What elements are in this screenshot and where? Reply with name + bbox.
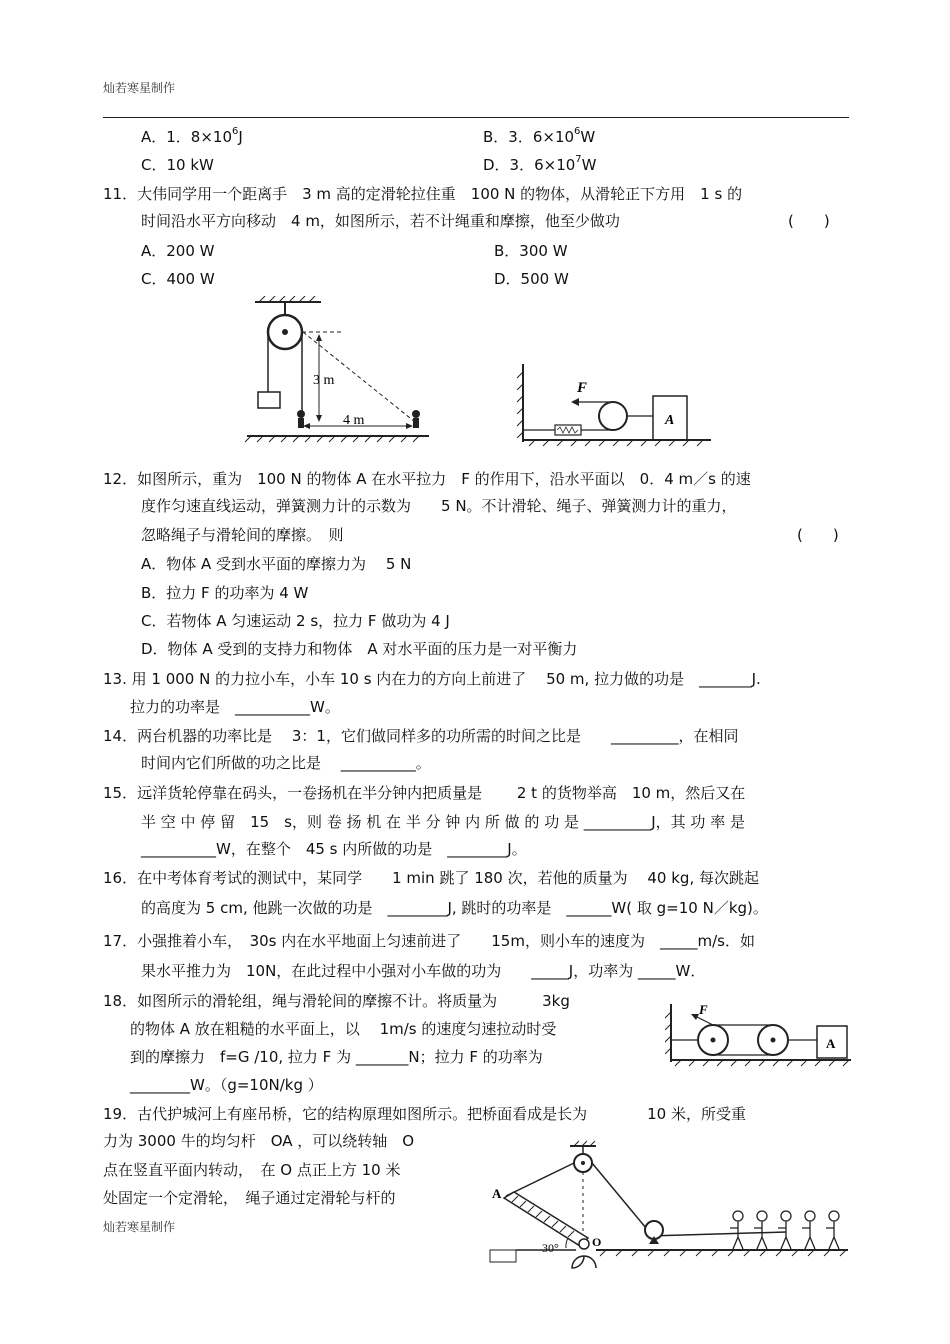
person-left-icon: [297, 410, 305, 428]
q18-line4: ________W。（g=10N/kg ）: [130, 1076, 323, 1094]
pulling-people-icon: [730, 1211, 839, 1249]
page-footer: 灿若寒星制作: [103, 1220, 176, 1234]
q13-line2: 拉力的功率是 __________W。: [130, 698, 340, 716]
q18-line1: 18．如图所示的滑轮组，绳与滑轮间的摩擦不计。将质量为 3kg: [103, 992, 570, 1010]
q15-line3: __________W，在整个 45 s 内所做的功是 ________J。: [141, 840, 527, 858]
fig2-block-label: A: [665, 413, 675, 428]
q16-line2: 的高度为 5 cm, 他跳一次做的功是 ________J, 跳时的功率是 ______W( 取 g=10 N／kg)。: [141, 899, 768, 917]
q12-option-a: A．物体 A 受到水平面的摩擦力为 5 N: [141, 555, 412, 573]
q15-line2: 半 空 中 停 留 15 s，则 卷 扬 机 在 半 分 钟 内 所 做 的 功 是 _________J，其 功 率 是: [141, 813, 745, 831]
q10-option-d: [483, 154, 597, 175]
q14-line2: 时间内它们所做的功之比是 __________。: [141, 754, 431, 772]
q11-line1: 11．大伟同学用一个距离手 3 m 高的定滑轮拉住重 100 N 的物体，从滑轮正下方用 1 s 的: [103, 185, 743, 203]
q10-b-text: B．3．6×10: [483, 128, 575, 146]
q11-option-d: D．500 W: [494, 270, 569, 288]
q10-b-unit: W: [580, 128, 596, 146]
q18-line2: 的物体 A 放在粗糙的水平面上，以 1m/s 的速度匀速拉动时受: [130, 1020, 557, 1038]
fig2-force-label: F: [577, 380, 588, 396]
q12-option-d: D．物体 A 受到的支持力和物体 A 对水平面的压力是一对平衡力: [141, 640, 578, 658]
q10-b-exp: 6: [574, 126, 581, 137]
q19-line4: 处固定一个定滑轮， 绳子通过定滑轮与杆的: [103, 1189, 396, 1207]
fig1-distance-label: 4 m: [343, 413, 365, 428]
fixed-pulley-figure: [243, 296, 433, 446]
q11-option-c: C．400 W: [141, 270, 215, 288]
fig3-block-label: A: [826, 1036, 836, 1051]
q19-line3: 点在竖直平面内转动， 在 O 点正上方 10 米: [103, 1161, 401, 1179]
q12-line2: 度作匀速直线运动，弹簧测力计的示数为 5 N。不计滑轮、绳子、弹簧测力计的重力，: [141, 497, 737, 515]
q10-d-exp: 7: [575, 154, 582, 165]
q10-a-exp: 6: [232, 126, 239, 137]
q12-answer-paren: ( ): [797, 526, 839, 544]
q11-option-a: A．200 W: [141, 242, 215, 260]
q10-a-unit: J: [238, 128, 243, 146]
q18-line3: 到的摩擦力 f=G /10, 拉力 F 为 _______N；拉力 F 的功率为: [130, 1048, 543, 1066]
q12-option-c: C．若物体 A 匀速运动 2 s，拉力 F 做功为 4 J: [141, 612, 450, 630]
q11-line2: 时间沿水平方向移动 4 m，如图所示，若不计绳重和摩擦，他至少做功: [141, 212, 620, 230]
page-header: 灿若寒星制作: [103, 81, 176, 95]
q17-line2: 果水平推力为 10N，在此过程中小强对小车做的功为 _____J，功率为 _____W．: [141, 962, 706, 980]
q11-option-b: B．300 W: [494, 242, 568, 260]
q10-a-text: A．1．8×10: [141, 128, 233, 146]
q11-answer-paren: ( ): [788, 212, 830, 230]
fig4-angle-label: 30°: [542, 1241, 559, 1255]
person-right-icon: [412, 410, 420, 428]
q19-line1: 19．古代护城河上有座吊桥，它的结构原理如图所示。把桥面看成是长为 10 米，所受重: [103, 1105, 746, 1123]
pulley-group-figure: [665, 1000, 855, 1068]
spring-pulley-figure: [515, 362, 715, 448]
fig4-point-a-label: A: [492, 1186, 502, 1201]
q12-line1: 12．如图所示，重为 100 N 的物体 A 在水平拉力 F 的作用下，沿水平面以 0．4 m／s 的速: [103, 470, 751, 488]
fig3-force-label: F: [699, 1002, 708, 1017]
fig4-point-o-label: O: [592, 1235, 602, 1249]
q14-line1: 14．两台机器的功率比是 3：1，它们做同样多的功所需的时间之比是 _________，在相同: [103, 727, 739, 745]
q10-option-c: C．10 kW: [141, 156, 214, 174]
q13-line1: 13. 用 1 000 N 的力拉小车，小车 10 s 内在力的方向上前进了 50 m, 拉力做的功是 _______J.: [103, 670, 761, 688]
q10-option-b: [483, 126, 595, 147]
q15-line1: 15．远洋货轮停靠在码头，一卷扬机在半分钟内把质量是 2 t 的货物举高 10 m，然后又在: [103, 784, 746, 802]
fig1-height-label: 3 m: [313, 373, 335, 388]
q10-option-a: [141, 126, 243, 147]
q10-d-text: D．3．6×10: [483, 156, 576, 174]
header-rule: [103, 117, 849, 118]
q16-line1: 16．在中考体育考试的测试中，某同学 1 min 跳了 180 次，若他的质量为 40 kg, 每次跳起: [103, 869, 759, 887]
drawbridge-figure: [486, 1140, 856, 1274]
q12-option-b: B．拉力 F 的功率为 4 W: [141, 584, 309, 602]
q17-line1: 17．小强推着小车， 30s 内在水平地面上匀速前进了 15m，则小车的速度为 _____m/s．如: [103, 932, 755, 950]
q12-line3: 忽略绳子与滑轮间的摩擦。 则: [141, 526, 344, 544]
q19-line2: 力为 3000 牛的均匀杆 OA ，可以绕转轴 O: [103, 1132, 415, 1150]
q10-d-unit: W: [581, 156, 597, 174]
